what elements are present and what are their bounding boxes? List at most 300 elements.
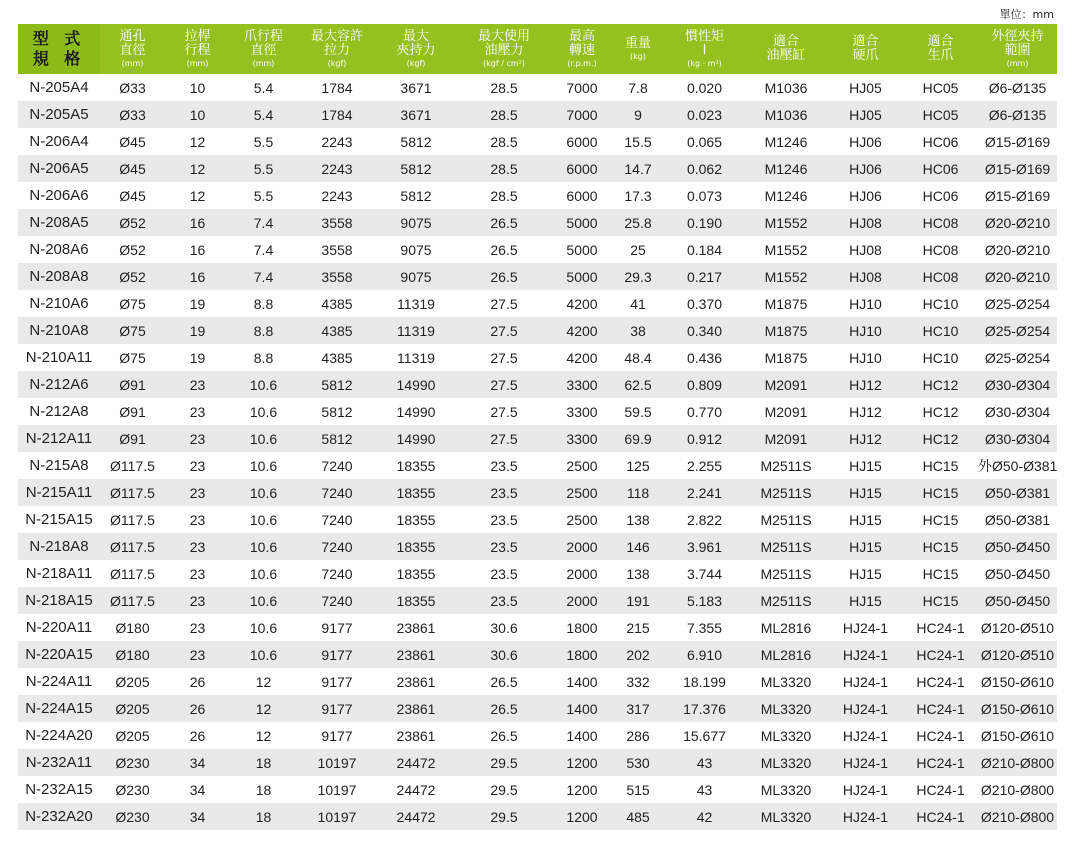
table-cell: 2000 (553, 533, 611, 560)
model-cell: N-232A20 (18, 803, 100, 830)
table-cell: Ø205 (100, 695, 165, 722)
table-cell: 23 (165, 425, 230, 452)
table-cell: Ø6-Ø135 (978, 101, 1057, 128)
table-cell: 4200 (566, 349, 598, 366)
table-row (18, 155, 1057, 182)
table-cell: Ø45 (100, 155, 165, 182)
table-cell: M1875 (744, 317, 828, 344)
table-cell: 34 (165, 749, 230, 776)
table-cell: 27.5 (455, 371, 553, 398)
model-cell: N-218A8 (18, 533, 100, 560)
table-cell: M1552 (744, 263, 828, 290)
table-cell: 3300 (566, 403, 598, 420)
table-cell: 10 (165, 101, 230, 128)
column-header-label: 型 式 (32, 29, 86, 48)
table-cell: Ø20-Ø210 (978, 209, 1057, 236)
table-cell: HJ24-1 (828, 803, 903, 830)
table-cell: 23 (189, 619, 206, 636)
model-cell: N-224A15 (18, 695, 100, 722)
table-cell: 4385 (321, 349, 353, 366)
table-cell: 5000 (553, 209, 611, 236)
table-cell: 9177 (321, 619, 353, 636)
table-cell: 30.6 (490, 619, 518, 636)
table-cell: Ø117.5 (110, 565, 155, 582)
table-cell: 10197 (317, 781, 357, 798)
table-cell: ML3320 (760, 727, 812, 744)
table-cell: HJ08 (828, 209, 903, 236)
column-header-unit: (kgf) (327, 58, 347, 68)
table-cell: HC06 (903, 155, 978, 182)
table-cell: 10.6 (230, 479, 297, 506)
table-row (18, 182, 1057, 209)
table-cell: 3671 (400, 79, 432, 96)
table-cell: HC05 (922, 79, 959, 96)
table-cell: HC15 (903, 479, 978, 506)
column-header-label: 轉速 (568, 42, 595, 58)
table-cell: HJ24-1 (842, 619, 889, 636)
column-header-label: I (702, 42, 707, 58)
table-cell: 7.355 (686, 619, 723, 636)
table-cell: Ø150-Ø610 (978, 695, 1057, 722)
table-cell: 3558 (297, 263, 377, 290)
table-row (18, 506, 1057, 533)
table-cell: 23861 (377, 641, 455, 668)
table-cell: 11319 (397, 295, 435, 312)
table-cell: 12 (230, 695, 297, 722)
table-cell: HJ24-1 (842, 727, 889, 744)
table-cell: 14.7 (611, 155, 665, 182)
table-cell: 138 (626, 511, 650, 528)
column-header (903, 24, 978, 74)
table-cell: HC12 (903, 425, 978, 452)
table-cell: Ø75 (119, 349, 146, 366)
table-cell: M1875 (764, 349, 808, 366)
table-row (18, 101, 1057, 128)
model-cell: N-208A8 (18, 263, 100, 290)
table-cell: 24472 (377, 803, 455, 830)
table-cell: 0.436 (686, 349, 723, 366)
table-cell: HC15 (922, 457, 959, 474)
table-cell: Ø30-Ø304 (978, 425, 1057, 452)
table-cell: 26.5 (490, 727, 518, 744)
table-cell: 5.183 (665, 587, 744, 614)
table-cell: Ø117.5 (100, 533, 165, 560)
table-cell: 外Ø50-Ø381 (978, 457, 1057, 474)
table-cell: Ø120-Ø510 (980, 619, 1055, 636)
table-cell: 2500 (553, 479, 611, 506)
table-cell: 23.5 (490, 565, 518, 582)
column-header-label: 最大使用 (477, 28, 530, 44)
table-cell: 12 (255, 727, 272, 744)
table-row (18, 398, 1057, 425)
table-cell: 8.8 (253, 295, 274, 312)
column-header-label: 適合 (927, 34, 954, 49)
table-cell: HC15 (903, 587, 978, 614)
table-cell: 11319 (377, 317, 455, 344)
table-cell: 5.4 (253, 79, 274, 96)
table-row (18, 317, 1057, 344)
table-cell: 286 (626, 727, 650, 744)
column-header-unit: (kgf) (406, 58, 426, 68)
table-cell: Ø33 (100, 101, 165, 128)
table-cell: 3.961 (665, 533, 744, 560)
table-cell: Ø230 (115, 781, 150, 798)
table-cell: 48.4 (624, 349, 652, 366)
table-cell: 28.5 (490, 79, 518, 96)
table-cell: 7.4 (230, 263, 297, 290)
table-cell: 1200 (553, 749, 611, 776)
table-cell: 2500 (566, 457, 598, 474)
table-cell: 10.6 (249, 403, 278, 420)
column-header-label: 爪行程 (243, 28, 283, 44)
table-row (18, 74, 1057, 101)
table-cell: 27.5 (455, 317, 553, 344)
table-row (18, 344, 1057, 371)
table-cell: HC06 (922, 187, 959, 204)
table-cell: 202 (611, 641, 665, 668)
column-header-unit: (r.p.m.) (567, 58, 597, 68)
table-cell: 23.5 (455, 479, 553, 506)
table-cell: 3300 (553, 371, 611, 398)
table-cell: 10.6 (230, 587, 297, 614)
table-cell: 30.6 (455, 641, 553, 668)
column-header (455, 24, 553, 74)
table-cell: 9075 (377, 209, 455, 236)
table-cell: 4200 (566, 295, 598, 312)
table-cell: 7240 (297, 479, 377, 506)
table-cell: HJ15 (849, 511, 882, 528)
table-cell: HC24-1 (903, 641, 978, 668)
table-cell: HC10 (922, 295, 959, 312)
table-cell: 23861 (377, 695, 455, 722)
column-header-label: 慣性矩 (684, 28, 724, 44)
table-cell: 10.6 (249, 511, 278, 528)
table-cell: 1800 (553, 641, 611, 668)
table-cell: 5000 (566, 241, 598, 258)
table-row (18, 776, 1057, 803)
table-cell: 25.8 (611, 209, 665, 236)
table-cell: M1246 (764, 187, 808, 204)
table-cell: Ø117.5 (110, 511, 155, 528)
column-header-label: 最大 (402, 28, 429, 44)
table-cell: 0.217 (665, 263, 744, 290)
table-cell: 26.5 (490, 241, 518, 258)
table-cell: 38 (611, 317, 665, 344)
table-cell: 10197 (297, 749, 377, 776)
table-cell: 16 (189, 241, 206, 258)
table-cell: 26 (189, 727, 206, 744)
table-cell: 23.5 (455, 587, 553, 614)
table-cell: HJ24-1 (842, 781, 889, 798)
table-cell: 9177 (297, 641, 377, 668)
table-cell: 515 (626, 781, 650, 798)
column-header-label: 規 格 (32, 49, 86, 68)
table-cell: HC06 (922, 133, 959, 150)
table-cell: 5812 (377, 155, 455, 182)
table-cell: 1400 (566, 727, 598, 744)
table-cell: HJ08 (828, 263, 903, 290)
table-cell: 23 (165, 587, 230, 614)
model-cell: N-220A15 (18, 641, 100, 668)
table-cell: HC24-1 (903, 749, 978, 776)
table-cell: 12 (189, 133, 206, 150)
table-cell: 18 (230, 803, 297, 830)
table-cell: 2000 (553, 587, 611, 614)
table-row (18, 452, 1057, 479)
table-cell: HJ15 (828, 533, 903, 560)
table-cell: 2243 (297, 155, 377, 182)
table-cell: 24472 (377, 749, 455, 776)
table-cell: 1200 (553, 803, 611, 830)
column-header (611, 24, 665, 74)
table-cell: 191 (611, 587, 665, 614)
table-cell: 14990 (377, 425, 455, 452)
column-header (553, 24, 611, 74)
table-row (18, 803, 1057, 830)
table-cell: 11319 (397, 349, 435, 366)
column-header-label: 外徑夾持 (991, 28, 1044, 44)
column-header-label: 適合 (772, 34, 799, 49)
table-cell: 23861 (396, 619, 436, 636)
table-cell: 10.6 (230, 371, 297, 398)
table-cell: 1800 (566, 619, 598, 636)
table-cell: 14990 (396, 403, 436, 420)
column-header (665, 24, 744, 74)
table-cell: HC08 (922, 241, 959, 258)
table-cell: 0.809 (665, 371, 744, 398)
column-header-label: 最高 (568, 28, 595, 44)
table-cell: 9075 (400, 241, 432, 258)
table-cell: 43 (696, 781, 713, 798)
table-cell: HC24-1 (903, 695, 978, 722)
table-cell: 485 (611, 803, 665, 830)
table-cell: Ø33 (119, 79, 146, 96)
table-cell: 10.6 (249, 457, 278, 474)
table-cell: HJ05 (828, 101, 903, 128)
table-cell: Ø6-Ø135 (988, 79, 1047, 96)
table-cell: Ø20-Ø210 (984, 241, 1051, 258)
table-cell: 0.190 (665, 209, 744, 236)
table-cell: Ø50-Ø450 (978, 587, 1057, 614)
table-cell: 0.770 (686, 403, 723, 420)
column-header-label: 適合 (852, 34, 879, 49)
table-cell: Ø25-Ø254 (984, 349, 1051, 366)
table-cell: M2511S (744, 479, 828, 506)
table-cell: 2243 (321, 133, 353, 150)
model-cell: N-206A6 (29, 187, 89, 204)
table-cell: 16 (165, 209, 230, 236)
table-cell: M1036 (744, 101, 828, 128)
table-cell: Ø52 (100, 263, 165, 290)
table-cell: M2511S (760, 457, 812, 474)
column-header (230, 24, 297, 74)
table-cell: Ø117.5 (100, 479, 165, 506)
table-cell: Ø15-Ø169 (984, 133, 1051, 150)
column-header-unit: (kg · m²) (687, 58, 722, 68)
table-cell: 18355 (377, 587, 455, 614)
table-cell: M1875 (764, 295, 808, 312)
table-cell: 29.5 (455, 749, 553, 776)
table-cell: 9177 (321, 673, 353, 690)
table-cell: 3.744 (686, 565, 723, 582)
table-cell: Ø205 (115, 727, 150, 744)
unit-note: 單位：mm (999, 8, 1054, 21)
table-cell: 118 (611, 479, 665, 506)
table-cell: 12 (255, 673, 272, 690)
table-cell: HC08 (903, 209, 978, 236)
table-cell: 9177 (321, 727, 353, 744)
table-cell: HJ15 (828, 479, 903, 506)
table-cell: 7000 (566, 79, 598, 96)
table-cell: 23 (189, 403, 206, 420)
table-cell: 125 (626, 457, 650, 474)
table-cell: 28.5 (455, 101, 553, 128)
table-cell: M1552 (764, 241, 808, 258)
table-cell: HJ12 (828, 371, 903, 398)
table-row (18, 560, 1057, 587)
table-cell: M2091 (744, 371, 828, 398)
table-cell: M1246 (764, 133, 808, 150)
table-cell: M2511S (744, 533, 828, 560)
table-cell: 26 (165, 695, 230, 722)
table-cell: 27.5 (490, 349, 518, 366)
table-cell: M1552 (744, 209, 828, 236)
table-cell: HJ15 (849, 457, 882, 474)
model-cell: N-206A5 (18, 155, 100, 182)
table-cell: 5812 (297, 425, 377, 452)
model-cell: N-215A15 (25, 511, 93, 528)
column-header (744, 24, 828, 74)
table-cell: 69.9 (611, 425, 665, 452)
table-row (18, 425, 1057, 452)
table-row (18, 614, 1057, 641)
table-row (18, 641, 1057, 668)
table-cell: Ø230 (100, 749, 165, 776)
table-cell: Ø117.5 (110, 457, 155, 474)
column-header-label: 直徑 (250, 42, 277, 58)
table-cell: 2.822 (686, 511, 723, 528)
table-cell: Ø45 (119, 187, 146, 204)
table-cell: 26.5 (455, 695, 553, 722)
table-cell: 1400 (566, 673, 598, 690)
table-cell: Ø50-Ø450 (978, 533, 1057, 560)
column-header-label: 通孔 (119, 28, 146, 44)
table-cell: Ø30-Ø304 (978, 371, 1057, 398)
table-cell: Ø15-Ø169 (984, 187, 1051, 204)
table-cell: 26.5 (455, 263, 553, 290)
table-cell: 18.199 (683, 673, 726, 690)
column-header-label: 油壓缸 (766, 48, 806, 63)
table-cell: HC15 (922, 565, 959, 582)
table-cell: HC15 (922, 511, 959, 528)
table-cell: 8.8 (253, 349, 274, 366)
column-header-label: 油壓力 (484, 42, 524, 58)
table-cell: Ø50-Ø381 (978, 479, 1057, 506)
table-cell: 7.4 (230, 209, 297, 236)
table-cell: 0.023 (665, 101, 744, 128)
table-cell: 7.4 (253, 241, 274, 258)
model-cell: N-224A11 (25, 673, 93, 690)
model-cell: N-210A8 (18, 317, 100, 344)
table-cell: 23 (165, 479, 230, 506)
table-cell: 3558 (297, 209, 377, 236)
table-cell: 0.065 (686, 133, 723, 150)
table-cell: 28.5 (490, 133, 518, 150)
table-row (18, 587, 1057, 614)
table-cell: 9075 (377, 263, 455, 290)
table-cell: 317 (611, 695, 665, 722)
table-cell: 530 (611, 749, 665, 776)
table-cell: 0.073 (686, 187, 723, 204)
table-cell: 23 (189, 511, 206, 528)
table-cell: 7240 (321, 511, 353, 528)
table-cell: HJ06 (828, 155, 903, 182)
table-cell: 6000 (566, 133, 598, 150)
model-cell: N-210A6 (29, 295, 89, 312)
table-cell: 16 (165, 263, 230, 290)
table-cell: Ø75 (119, 295, 146, 312)
table-cell: 29.3 (611, 263, 665, 290)
table-cell: Ø25-Ø254 (984, 295, 1051, 312)
table-cell: 1784 (321, 79, 353, 96)
table-cell: 7.8 (628, 79, 648, 96)
table-cell: 6.910 (665, 641, 744, 668)
table-cell: HJ24-1 (828, 695, 903, 722)
table-cell: 27.5 (490, 403, 518, 420)
table-cell: 10.6 (230, 641, 297, 668)
table-cell: M2511S (760, 565, 812, 582)
table-cell: HJ24-1 (828, 641, 903, 668)
table-cell: 5.5 (253, 133, 274, 150)
table-cell: 27.5 (455, 425, 553, 452)
table-cell: 23.5 (455, 533, 553, 560)
table-row (18, 128, 1057, 155)
table-cell: M1246 (744, 155, 828, 182)
table-header (18, 24, 1057, 74)
table-cell: HJ15 (849, 565, 882, 582)
column-header-label: 硬爪 (852, 48, 879, 63)
table-cell: 5812 (321, 403, 353, 420)
table-cell: HJ08 (849, 241, 882, 258)
table-cell: 17.3 (624, 187, 652, 204)
table-cell: 14990 (377, 371, 455, 398)
table-row (18, 749, 1057, 776)
table-cell: 23 (189, 457, 206, 474)
table-cell: 215 (626, 619, 650, 636)
table-cell: 0.062 (665, 155, 744, 182)
table-cell: 26.5 (490, 673, 518, 690)
table-cell: 19 (165, 317, 230, 344)
table-cell: Ø91 (100, 425, 165, 452)
table-row (18, 263, 1057, 290)
table-cell: 5812 (297, 371, 377, 398)
table-cell: Ø20-Ø210 (978, 263, 1057, 290)
table-cell: M2091 (744, 425, 828, 452)
table-cell: 0.912 (665, 425, 744, 452)
table-cell: ML2816 (744, 641, 828, 668)
table-cell: 5812 (400, 187, 432, 204)
table-cell: Ø15-Ø169 (978, 155, 1057, 182)
table-cell: M2511S (744, 587, 828, 614)
table-cell: 0.020 (686, 79, 723, 96)
table-cell: 5.5 (253, 187, 274, 204)
table-cell: 34 (165, 803, 230, 830)
table-cell: ML3320 (744, 749, 828, 776)
table-cell: 18355 (396, 565, 436, 582)
table-cell: Ø50-Ø381 (984, 511, 1051, 528)
table-cell: 1200 (566, 781, 598, 798)
table-cell: 15.677 (683, 727, 726, 744)
